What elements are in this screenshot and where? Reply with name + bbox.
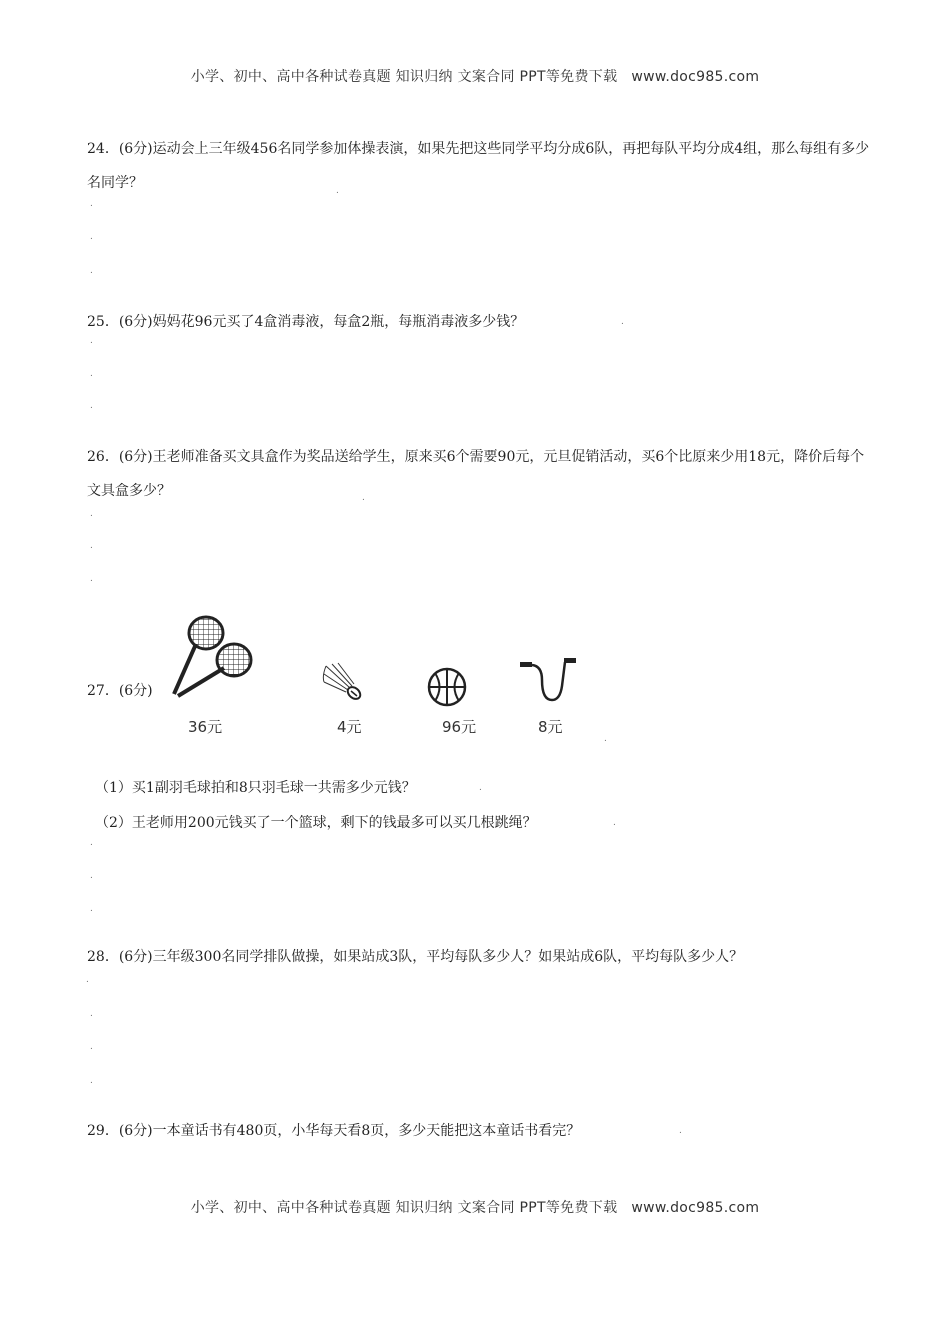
mark: . xyxy=(90,199,93,209)
page-header xyxy=(0,66,950,86)
page-footer xyxy=(0,1197,950,1217)
mark: . xyxy=(613,818,616,828)
question-25: 25．(6分)妈妈花96元买了4盒消毒液，每盒2瓶，每瓶消毒液多少钱？ xyxy=(87,314,525,330)
mark: . xyxy=(90,574,93,584)
mark: . xyxy=(90,401,93,411)
mark: . xyxy=(90,232,93,242)
mark: . xyxy=(679,1126,682,1136)
badminton-racket-icon xyxy=(168,614,260,700)
mark: . xyxy=(90,1009,93,1019)
mark: . xyxy=(90,871,93,881)
mark: . xyxy=(479,783,482,793)
mark: . xyxy=(90,266,93,276)
mark: . xyxy=(90,336,93,346)
question-27-part-2: （2）王老师用200元钱买了一个篮球，剩下的钱最多可以买几根跳绳？ xyxy=(95,815,537,831)
question-27: 27．(6分) xyxy=(87,683,153,699)
mark: . xyxy=(90,369,93,379)
mark: . xyxy=(90,1042,93,1052)
mark: . xyxy=(90,904,93,914)
mark: . xyxy=(362,493,365,503)
question-27-part-1: （1）买1副羽毛球拍和8只羽毛球一共需多少元钱？ xyxy=(95,780,416,796)
header-url[interactable]: www.doc985.com xyxy=(631,69,760,85)
price-shuttlecock: 4元 xyxy=(337,718,362,736)
header-text: 小学、初中、高中各种试卷真题 知识归纳 文案合同 PPT等免费下载 xyxy=(190,69,618,85)
question-29: 29．(6分)一本童话书有480页，小华每天看8页，多少天能把这本童话书看完？ xyxy=(87,1123,581,1139)
shuttlecock-icon xyxy=(322,662,366,704)
mark: . xyxy=(90,1076,93,1086)
footer-text: 小学、初中、高中各种试卷真题 知识归纳 文案合同 PPT等免费下载 xyxy=(190,1200,618,1216)
question-24: 24．(6分)运动会上三年级456名同学参加体操表演，如果先把这些同学平均分成6队，再把每队平均分成4组，那么每组有多少名同学？ xyxy=(87,141,870,191)
mark: . xyxy=(336,186,339,196)
mark: . xyxy=(604,734,607,744)
question-28: 28．(6分)三年级300名同学排队做操，如果站成3队，平均每队多少人？如果站成6队，平均每队多少人？ xyxy=(87,949,744,965)
mark: . xyxy=(90,838,93,848)
mark: . xyxy=(86,975,89,985)
basketball-icon xyxy=(426,666,468,708)
mark: . xyxy=(621,317,624,327)
mark: . xyxy=(90,541,93,551)
question-26: 26．(6分)王老师准备买文具盒作为奖品送给学生，原来买6个需要90元，元旦促销活动，买6个比原来少用18元，降价后每个文具盒多少？ xyxy=(87,449,865,499)
price-basketball: 96元 xyxy=(442,718,477,736)
mark: . xyxy=(90,509,93,519)
jump-rope-icon xyxy=(518,656,580,706)
price-jump-rope: 8元 xyxy=(538,718,563,736)
price-racket: 36元 xyxy=(188,718,223,736)
footer-url[interactable]: www.doc985.com xyxy=(631,1200,760,1216)
